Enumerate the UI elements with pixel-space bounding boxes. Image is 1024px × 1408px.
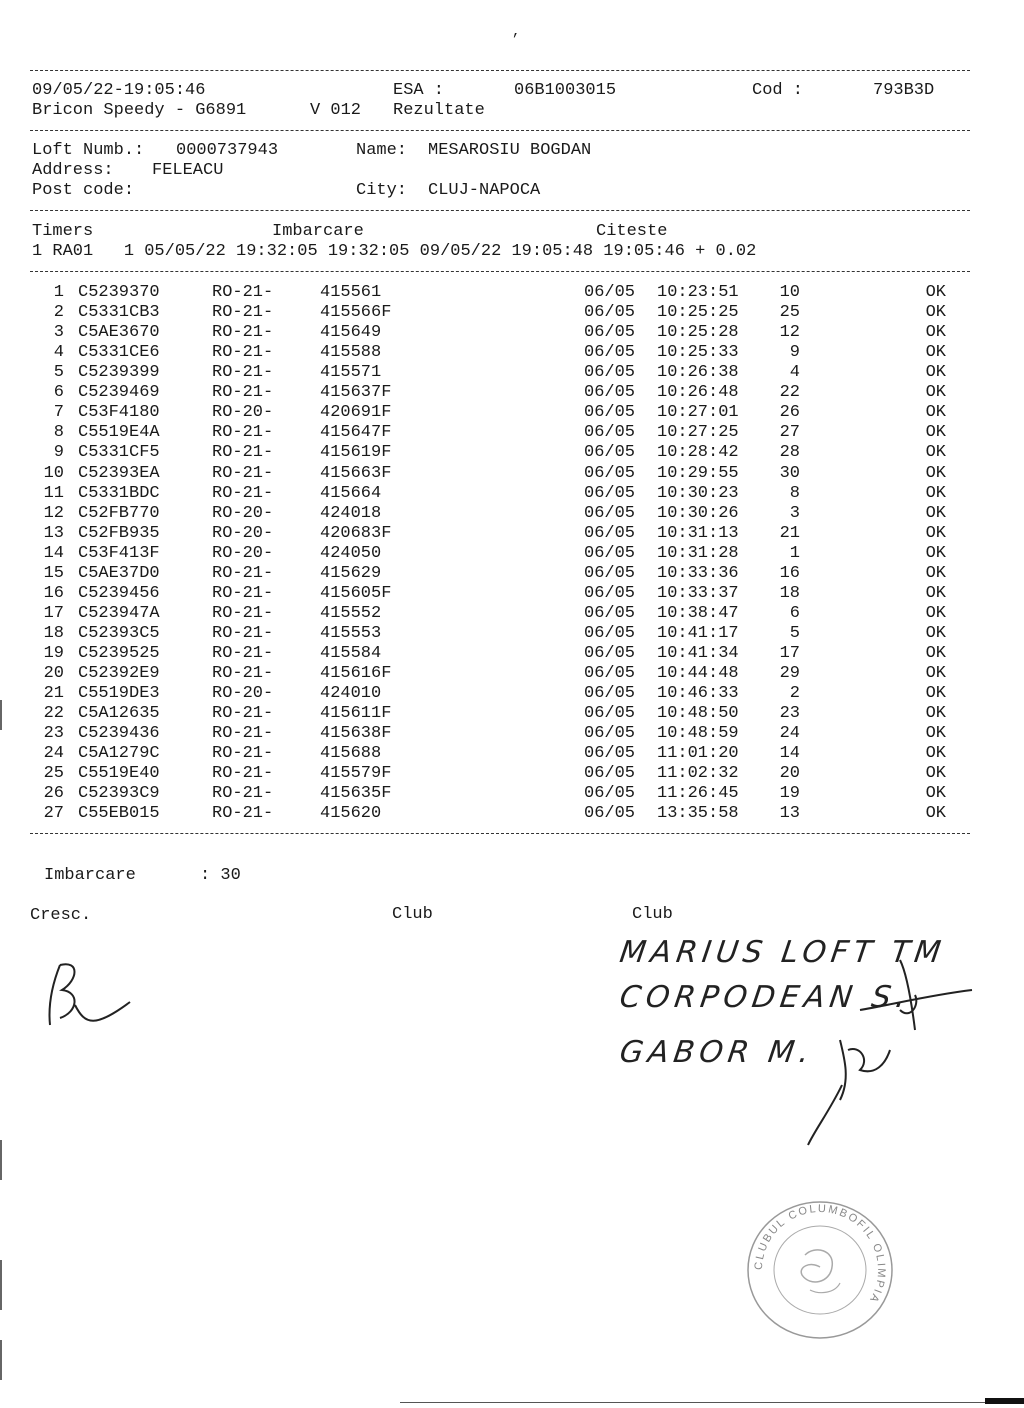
row-index: 22 [43,704,64,723]
arrival-date: 06/05 [584,704,636,723]
arrival-time: 10:41:17 [657,623,739,643]
chip-id: C5239469 [78,383,160,403]
imbarcare-total-label: Imbarcare [44,866,136,885]
cod-label: Cod : [752,81,804,100]
table-row [0,363,1024,383]
arrival-date: 06/05 [584,503,636,523]
imbarcare-header: Imbarcare [272,222,364,241]
basket-position: 4 [789,363,800,383]
divider [30,271,970,272]
table-row [0,624,1024,644]
postcode-label: Post code: [32,181,135,200]
arrival-date: 06/05 [584,303,636,323]
chip-id: C53F413F [78,543,160,563]
table-row [0,504,1024,524]
row-index: 20 [43,664,64,683]
status-ok: OK [925,543,946,563]
row-index: 27 [43,804,64,824]
report-mode: Rezultate [393,101,485,120]
arrival-date: 06/05 [584,623,636,643]
arrival-date: 06/05 [584,744,636,764]
ring-prefix: RO-20- [212,403,274,423]
arrival-time: 10:33:36 [657,563,739,583]
address-label: Address: [32,161,114,180]
arrival-time: 10:30:23 [657,483,739,503]
ring-number: 415553 [320,623,382,643]
status-ok: OK [925,603,946,623]
table-row [0,484,1024,504]
status-ok: OK [925,383,946,403]
arrival-date: 06/05 [584,423,636,443]
ring-prefix: RO-20- [212,523,274,543]
ring-number: 415637F [320,383,392,403]
timers-header: Timers [32,222,94,241]
status-ok: OK [925,764,946,784]
row-index: 17 [43,603,64,623]
citeste-header: Citeste [596,222,668,241]
ring-number: 424050 [320,543,382,563]
ring-number: 415611F [320,704,392,723]
row-index: 18 [43,623,64,643]
basket-position: 14 [779,744,800,764]
city-value: CLUJ-NAPOCA [428,181,541,200]
ring-number: 415688 [320,744,382,764]
chip-id: C523947A [78,603,160,623]
table-row [0,544,1024,564]
status-ok: OK [925,523,946,543]
arrival-time: 10:46:33 [657,684,739,703]
arrival-time: 10:26:38 [657,363,739,383]
row-index: 15 [43,563,64,583]
table-row [0,564,1024,584]
ring-number: 415638F [320,724,392,744]
table-row [0,604,1024,624]
arrival-date: 06/05 [584,583,636,603]
name-label: Name: [356,141,408,160]
basket-position: 19 [779,784,800,804]
basket-position: 5 [789,623,800,643]
city-label: City: [356,181,408,200]
arrival-date: 06/05 [584,463,636,483]
chip-id: C52393C5 [78,623,160,643]
basket-position: 27 [779,423,800,443]
table-row [0,323,1024,343]
ring-number: 424018 [320,503,382,523]
arrival-date: 06/05 [584,684,636,703]
scan-edge-mark [0,1140,2,1180]
table-row [0,804,1024,824]
arrival-time: 10:41:34 [657,643,739,663]
ring-prefix: RO-20- [212,543,274,563]
ring-prefix: RO-21- [212,463,274,483]
basket-position: 28 [779,443,800,463]
row-index: 26 [43,784,64,804]
ring-number: 415561 [320,283,382,302]
arrival-time: 10:48:50 [657,704,739,723]
basket-position: 29 [779,664,800,683]
row-index: 13 [43,523,64,543]
arrival-time: 10:31:13 [657,523,739,543]
table-row [0,784,1024,804]
ring-number: 415605F [320,583,392,603]
ring-number: 415616F [320,664,392,683]
handwritten-club-line-1: MARIUS LOFT TM [617,935,948,970]
row-index: 21 [43,684,64,703]
divider [30,70,970,71]
ring-number: 415619F [320,443,392,463]
arrival-time: 11:01:20 [657,744,739,764]
basket-position: 24 [779,724,800,744]
chip-id: C52FB935 [78,523,160,543]
basket-position: 23 [779,704,800,723]
ring-number: 415663F [320,463,392,483]
basket-position: 20 [779,764,800,784]
divider [30,210,970,211]
basket-position: 2 [789,684,800,703]
cod-value: 793B3D [873,81,935,100]
basket-position: 1 [789,543,800,563]
table-row [0,684,1024,704]
arrival-time: 13:35:58 [657,804,739,824]
row-index: 24 [43,744,64,764]
ring-prefix: RO-20- [212,503,274,523]
ring-prefix: RO-21- [212,563,274,583]
ring-number: 420691F [320,403,392,423]
arrival-date: 06/05 [584,804,636,824]
ring-prefix: RO-21- [212,583,274,603]
arrival-date: 06/05 [584,664,636,683]
ring-number: 415552 [320,603,382,623]
chip-id: C55EB015 [78,804,160,824]
ring-prefix: RO-21- [212,764,274,784]
row-index: 5 [53,363,64,383]
table-row [0,443,1024,463]
row-index: 3 [53,323,64,343]
arrival-date: 06/05 [584,523,636,543]
svg-text:CLUBUL COLUMBOFIL OLIMPIA: CLUBUL COLUMBOFIL OLIMPIA [752,1202,888,1306]
table-row [0,644,1024,664]
print-datetime: 09/05/22-19:05:46 [32,81,206,100]
ring-number: 415649 [320,323,382,343]
row-index: 14 [43,543,64,563]
ring-prefix: RO-21- [212,603,274,623]
imbarcare-total-value: : 30 [200,866,241,885]
row-index: 2 [53,303,64,323]
basket-position: 25 [779,303,800,323]
row-index: 11 [43,483,64,503]
arrival-date: 06/05 [584,343,636,363]
chip-id: C5519E40 [78,764,160,784]
status-ok: OK [925,563,946,583]
ring-prefix: RO-21- [212,363,274,383]
ring-number: 420683F [320,523,392,543]
arrival-date: 06/05 [584,724,636,744]
chip-id: C5331CF5 [78,443,160,463]
table-row [0,343,1024,363]
ring-number: 415647F [320,423,392,443]
address-value: FELEACU [152,161,224,180]
status-ok: OK [925,443,946,463]
status-ok: OK [925,784,946,804]
ring-prefix: RO-21- [212,283,274,302]
arrival-time: 11:02:32 [657,764,739,784]
ring-number: 415635F [320,784,392,804]
basket-position: 6 [789,603,800,623]
basket-position: 8 [789,483,800,503]
scan-edge-mark [0,1340,2,1380]
arrival-date: 06/05 [584,764,636,784]
ring-number: 415579F [320,764,392,784]
device-name: Bricon Speedy - G6891 [32,101,247,120]
row-index: 10 [43,463,64,483]
esa-value: 06B1003015 [514,81,617,100]
row-index: 8 [53,423,64,443]
table-row [0,464,1024,484]
arrival-time: 10:25:25 [657,303,739,323]
arrival-date: 06/05 [584,403,636,423]
chip-id: C53F4180 [78,403,160,423]
chip-id: C5331BDC [78,483,160,503]
table-row [0,704,1024,724]
ring-prefix: RO-21- [212,664,274,683]
table-row [0,423,1024,443]
arrival-time: 10:31:28 [657,543,739,563]
chip-id: C52393EA [78,463,160,483]
chip-id: C5519DE3 [78,684,160,703]
chip-id: C5331CB3 [78,303,160,323]
ring-prefix: RO-21- [212,323,274,343]
arrival-time: 10:25:33 [657,343,739,363]
basket-position: 22 [779,383,800,403]
basket-position: 18 [779,583,800,603]
club-stamp [740,1195,900,1345]
basket-position: 12 [779,323,800,343]
chip-id: C5A1279C [78,744,160,764]
basket-position: 13 [779,804,800,824]
handwritten-club-line-2: CORPODEAN S. [617,980,913,1015]
chip-id: C5331CE6 [78,343,160,363]
status-ok: OK [925,363,946,383]
basket-position: 17 [779,643,800,663]
basket-position: 16 [779,563,800,583]
chip-id: C52393C9 [78,784,160,804]
club-label-2: Club [632,905,673,924]
arrival-time: 10:23:51 [657,283,739,302]
ring-number: 415588 [320,343,382,363]
status-ok: OK [925,423,946,443]
basket-position: 3 [789,503,800,523]
arrival-time: 10:30:26 [657,503,739,523]
ring-prefix: RO-21- [212,623,274,643]
table-row [0,744,1024,764]
chip-id: C5239370 [78,283,160,302]
arrival-date: 06/05 [584,383,636,403]
ring-prefix: RO-21- [212,643,274,663]
loft-number: 0000737943 [176,141,279,160]
row-index: 16 [43,583,64,603]
arrival-date: 06/05 [584,323,636,343]
row-index: 25 [43,764,64,784]
table-row [0,403,1024,423]
arrival-date: 06/05 [584,283,636,302]
arrival-time: 10:38:47 [657,603,739,623]
ring-prefix: RO-21- [212,704,274,723]
row-index: 12 [43,503,64,523]
ring-number: 415664 [320,483,382,503]
row-index: 6 [53,383,64,403]
ring-number: 424010 [320,684,382,703]
signature-left [30,950,150,1040]
chip-id: C5A12635 [78,704,160,723]
status-ok: OK [925,643,946,663]
status-ok: OK [925,463,946,483]
ring-prefix: RO-21- [212,744,274,764]
status-ok: OK [925,664,946,683]
divider [30,130,970,131]
table-row [0,584,1024,604]
ring-prefix: RO-21- [212,483,274,503]
ring-prefix: RO-21- [212,443,274,463]
table-row [0,303,1024,323]
ring-prefix: RO-21- [212,343,274,363]
arrival-time: 11:26:45 [657,784,739,804]
signature-right [800,950,990,1150]
cresc-label: Cresc. [30,906,92,925]
row-index: 23 [43,724,64,744]
arrival-time: 10:29:55 [657,463,739,483]
arrival-date: 06/05 [584,443,636,463]
basket-position: 30 [779,463,800,483]
status-ok: OK [925,744,946,764]
basket-position: 26 [779,403,800,423]
row-index: 1 [53,283,64,302]
arrival-date: 06/05 [584,643,636,663]
arrival-time: 10:27:01 [657,403,739,423]
status-ok: OK [925,323,946,343]
ring-number: 415571 [320,363,382,383]
chip-id: C5239456 [78,583,160,603]
ring-number: 415629 [320,563,382,583]
arrival-date: 06/05 [584,543,636,563]
top-mark: , [512,24,521,40]
status-ok: OK [925,503,946,523]
ring-prefix: RO-21- [212,303,274,323]
arrival-time: 10:33:37 [657,583,739,603]
scan-bottom-line [400,1402,985,1403]
status-ok: OK [925,623,946,643]
status-ok: OK [925,704,946,723]
arrival-time: 10:26:48 [657,383,739,403]
arrival-date: 06/05 [584,603,636,623]
chip-id: C52FB770 [78,503,160,523]
handwritten-club-line-3: GABOR M. [617,1035,817,1070]
arrival-time: 10:48:59 [657,724,739,744]
chip-id: C5239525 [78,643,160,663]
table-row [0,383,1024,403]
ring-number: 415584 [320,643,382,663]
basket-position: 21 [779,523,800,543]
ring-prefix: RO-21- [212,383,274,403]
arrival-date: 06/05 [584,784,636,804]
arrival-date: 06/05 [584,563,636,583]
arrival-time: 10:25:28 [657,323,739,343]
status-ok: OK [925,303,946,323]
chip-id: C5AE3670 [78,323,160,343]
table-row [0,283,1024,303]
status-ok: OK [925,283,946,302]
chip-id: C5239436 [78,724,160,744]
fancier-name: MESAROSIU BOGDAN [428,141,592,160]
ring-prefix: RO-21- [212,423,274,443]
scan-edge-mark [0,1260,2,1310]
status-ok: OK [925,343,946,363]
ring-prefix: RO-21- [212,724,274,744]
ring-prefix: RO-21- [212,804,274,824]
table-row [0,764,1024,784]
device-version: V 012 [310,101,362,120]
arrival-time: 10:27:25 [657,423,739,443]
timer-line: 1 RA01 1 05/05/22 19:32:05 19:32:05 09/05/22 19:05:48 19:05:46 + 0.02 [32,242,757,261]
row-index: 19 [43,643,64,663]
table-row [0,664,1024,684]
basket-position: 9 [789,343,800,363]
chip-id: C5239399 [78,363,160,383]
ring-number: 415566F [320,303,392,323]
arrival-time: 10:44:48 [657,664,739,683]
table-row [0,524,1024,544]
chip-id: C5AE37D0 [78,563,160,583]
arrival-date: 06/05 [584,363,636,383]
status-ok: OK [925,684,946,703]
loft-number-label: Loft Numb.: [32,141,145,160]
ring-prefix: RO-21- [212,784,274,804]
row-index: 4 [53,343,64,363]
arrival-date: 06/05 [584,483,636,503]
status-ok: OK [925,483,946,503]
chip-id: C52392E9 [78,664,160,683]
esa-label: ESA : [393,81,445,100]
scan-corner-mark [985,1398,1024,1404]
ring-number: 415620 [320,804,382,824]
club-label-1: Club [392,905,433,924]
status-ok: OK [925,804,946,824]
status-ok: OK [925,403,946,423]
row-index: 7 [53,403,64,423]
chip-id: C5519E4A [78,423,160,443]
status-ok: OK [925,724,946,744]
table-row [0,724,1024,744]
basket-position: 10 [779,283,800,302]
arrival-time: 10:28:42 [657,443,739,463]
ring-prefix: RO-20- [212,684,274,703]
row-index: 9 [53,443,64,463]
divider [30,833,970,834]
status-ok: OK [925,583,946,603]
